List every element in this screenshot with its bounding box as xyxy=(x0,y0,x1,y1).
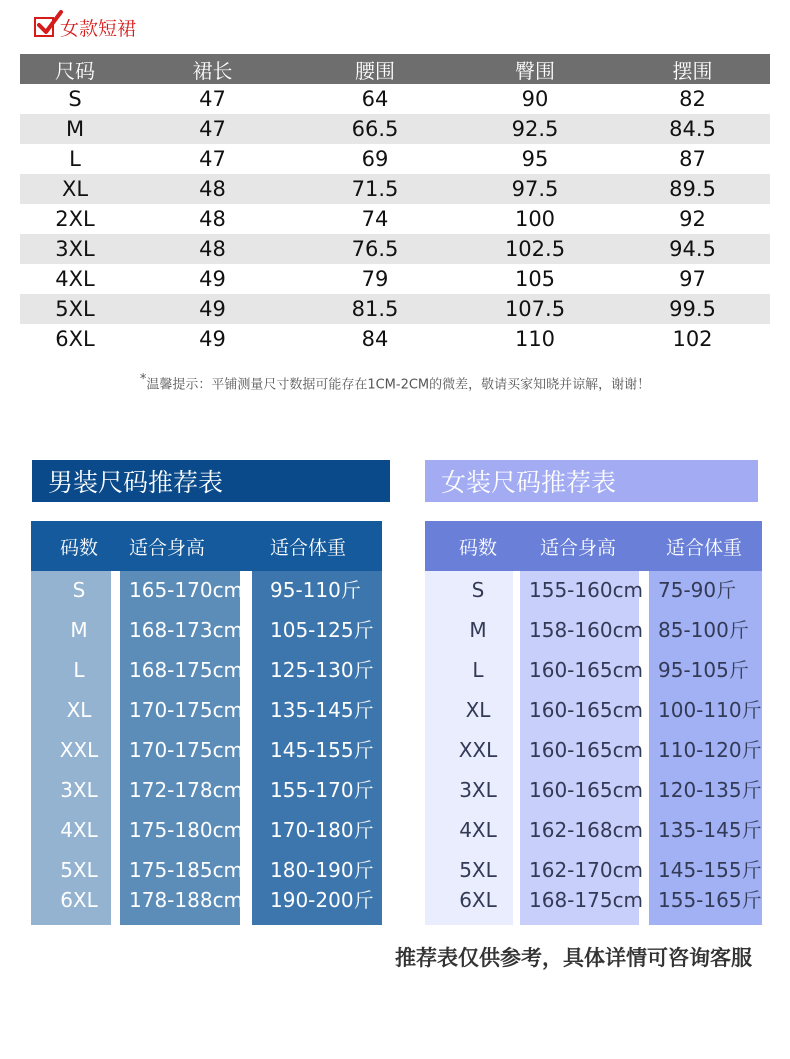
women-cell-size: L xyxy=(472,658,484,682)
women-header-weight: 适合体重 xyxy=(666,536,743,559)
women-table-row xyxy=(425,655,762,685)
cell-size: S xyxy=(68,87,82,111)
men-cell-size: 3XL xyxy=(60,778,98,802)
women-cell-weight: 85-100斤 xyxy=(658,618,749,642)
men-cell-height: 165-170cm xyxy=(129,578,244,602)
cell-size: XL xyxy=(20,174,130,204)
women-cell-weight: 95-105斤 xyxy=(658,658,749,682)
cell-hip: 97.5 xyxy=(455,174,615,204)
section-title-text: 女款短裙 xyxy=(60,17,137,40)
women-table-row xyxy=(425,615,762,645)
men-table-row xyxy=(31,575,382,605)
cell-length: 47 xyxy=(130,114,295,144)
women-cell-weight: 135-145斤 xyxy=(658,818,762,842)
cell-waist: 79 xyxy=(361,267,389,291)
women-cell-weight: 155-165斤 xyxy=(658,888,762,912)
cell-length: 47 xyxy=(199,87,226,111)
women-cell-height: 160-165cm xyxy=(529,698,644,722)
men-cell-weight: 105-125斤 xyxy=(270,618,374,642)
cell-length: 48 xyxy=(130,174,295,204)
cell-length: 49 xyxy=(199,327,226,351)
men-cell-height: 170-175cm xyxy=(129,698,244,722)
men-cell-size: XXL xyxy=(59,738,99,762)
men-cell-height: 178-188cm xyxy=(129,888,244,912)
cell-hem: 99.5 xyxy=(615,294,770,324)
cell-hip: 95 xyxy=(521,147,549,171)
cell-hip: 105 xyxy=(514,267,556,291)
women-cell-height: 160-165cm xyxy=(529,778,644,802)
cell-hip: 90 xyxy=(521,87,549,111)
men-banner: 男装尺码推荐表 xyxy=(32,460,390,502)
note-star: * xyxy=(139,372,147,387)
cell-waist: 74 xyxy=(361,207,389,231)
cell-size: 5XL xyxy=(20,294,130,324)
cell-hem: 102 xyxy=(672,327,713,351)
men-cell-size: 6XL xyxy=(60,888,98,912)
cell-size: 6XL xyxy=(55,327,95,351)
cell-hem: 82 xyxy=(679,87,706,111)
men-cell-size: 4XL xyxy=(60,818,98,842)
men-cell-height: 168-175cm xyxy=(129,658,244,682)
men-cell-weight: 155-170斤 xyxy=(270,778,374,802)
women-table-row xyxy=(425,885,762,915)
table-row xyxy=(20,174,770,204)
women-cell-weight: 120-135斤 xyxy=(658,778,762,802)
header-hip: 臀围 xyxy=(455,54,615,84)
table-row xyxy=(20,84,770,114)
cell-length: 47 xyxy=(199,147,226,171)
header-hem: 摆围 xyxy=(615,54,770,84)
women-cell-size: 5XL xyxy=(459,858,497,882)
women-banner: 女装尺码推荐表 xyxy=(425,460,758,502)
cell-size: 4XL xyxy=(55,267,95,291)
table-row xyxy=(20,204,770,234)
men-cell-weight: 170-180斤 xyxy=(270,818,374,842)
cell-hem: 97 xyxy=(679,267,706,291)
table-row xyxy=(20,234,770,264)
measurement-note xyxy=(0,372,790,392)
women-table-header xyxy=(425,521,762,571)
size-table xyxy=(20,54,770,354)
table-row xyxy=(20,144,770,174)
cell-size: M xyxy=(20,114,130,144)
cell-waist: 64 xyxy=(361,87,389,111)
women-header-height: 适合身高 xyxy=(540,536,617,559)
men-table-header xyxy=(31,521,382,571)
cell-waist: 69 xyxy=(361,147,389,171)
cell-size: 3XL xyxy=(20,234,130,264)
header-waist: 腰围 xyxy=(295,54,455,84)
header-length: 裙长 xyxy=(130,54,295,84)
men-header-size: 码数 xyxy=(60,536,99,559)
cell-waist: 66.5 xyxy=(295,114,455,144)
women-cell-size: XL xyxy=(465,698,491,722)
cell-size: 2XL xyxy=(55,207,95,231)
women-table-row xyxy=(425,815,762,845)
men-cell-weight: 180-190斤 xyxy=(270,858,374,882)
cell-waist: 81.5 xyxy=(295,294,455,324)
men-table-row xyxy=(31,655,382,685)
table-row xyxy=(20,264,770,294)
men-cell-height: 172-178cm xyxy=(129,778,244,802)
cell-hip: 100 xyxy=(514,207,556,231)
men-cell-height: 168-173cm xyxy=(129,618,244,642)
women-cell-height: 168-175cm xyxy=(529,888,644,912)
cell-hip: 107.5 xyxy=(455,294,615,324)
men-cell-size: 5XL xyxy=(60,858,98,882)
women-cell-height: 155-160cm xyxy=(529,578,644,602)
women-cell-height: 158-160cm xyxy=(529,618,644,642)
cell-hem: 84.5 xyxy=(615,114,770,144)
men-table-row xyxy=(31,855,382,885)
women-cell-weight: 110-120斤 xyxy=(658,738,762,762)
cell-waist: 71.5 xyxy=(295,174,455,204)
women-table-row xyxy=(425,735,762,765)
women-cell-size: 3XL xyxy=(459,778,497,802)
women-cell-height: 160-165cm xyxy=(529,738,644,762)
women-cell-weight: 75-90斤 xyxy=(658,578,737,602)
men-cell-weight: 135-145斤 xyxy=(270,698,374,722)
cell-hem: 94.5 xyxy=(615,234,770,264)
header-size: 尺码 xyxy=(20,54,130,84)
men-cell-weight: 145-155斤 xyxy=(270,738,374,762)
men-cell-weight: 95-110斤 xyxy=(270,578,361,602)
cell-length: 49 xyxy=(130,294,295,324)
women-cell-height: 160-165cm xyxy=(529,658,644,682)
men-recommend-table xyxy=(31,521,382,925)
men-header-height: 适合身高 xyxy=(129,536,206,559)
cell-waist: 76.5 xyxy=(295,234,455,264)
cell-size: L xyxy=(69,147,81,171)
men-cell-height: 175-180cm xyxy=(129,818,244,842)
table-row xyxy=(20,324,770,354)
table-row xyxy=(20,114,770,144)
cell-length: 48 xyxy=(130,234,295,264)
women-table-row xyxy=(425,855,762,885)
table-row xyxy=(20,294,770,324)
checkbox-checked-icon xyxy=(34,17,54,37)
cell-hem: 89.5 xyxy=(615,174,770,204)
women-table-row xyxy=(425,695,762,725)
women-cell-height: 162-168cm xyxy=(529,818,644,842)
women-recommend-table xyxy=(425,521,762,925)
cell-hem: 92 xyxy=(679,207,706,231)
women-cell-size: XXL xyxy=(458,738,498,762)
men-cell-size: M xyxy=(70,618,88,642)
cell-waist: 84 xyxy=(361,327,389,351)
men-table-row xyxy=(31,885,382,915)
men-table-row xyxy=(31,615,382,645)
note-text: 温馨提示：平铺测量尺寸数据可能存在1CM-2CM的微差，敬请买家知晓并谅解，谢谢！ xyxy=(146,377,651,393)
women-table-row xyxy=(425,775,762,805)
women-cell-height: 162-170cm xyxy=(529,858,644,882)
men-table-row xyxy=(31,695,382,725)
men-cell-size: XL xyxy=(66,698,92,722)
women-cell-size: 4XL xyxy=(459,818,497,842)
men-cell-size: S xyxy=(72,578,86,602)
cell-length: 48 xyxy=(199,207,226,231)
men-cell-size: L xyxy=(73,658,85,682)
women-table-row xyxy=(425,575,762,605)
women-cell-size: M xyxy=(469,618,487,642)
men-cell-height: 170-175cm xyxy=(129,738,244,762)
size-table-header xyxy=(20,54,770,84)
men-header-weight: 适合体重 xyxy=(270,536,347,559)
men-table-row xyxy=(31,775,382,805)
cell-hem: 87 xyxy=(679,147,706,171)
men-cell-weight: 190-200斤 xyxy=(270,888,374,912)
section-title xyxy=(34,12,136,42)
women-cell-size: S xyxy=(471,578,485,602)
men-table-row xyxy=(31,815,382,845)
women-cell-weight: 145-155斤 xyxy=(658,858,762,882)
men-cell-height: 175-185cm xyxy=(129,858,244,882)
footer-note: 推荐表仅供参考，具体详情可咨询客服 xyxy=(395,946,752,970)
women-cell-size: 6XL xyxy=(459,888,497,912)
women-header-size: 码数 xyxy=(459,536,498,559)
women-cell-weight: 100-110斤 xyxy=(658,698,762,722)
cell-length: 49 xyxy=(199,267,226,291)
men-table-row xyxy=(31,735,382,765)
cell-hip: 92.5 xyxy=(455,114,615,144)
men-cell-weight: 125-130斤 xyxy=(270,658,374,682)
cell-hip: 110 xyxy=(514,327,556,351)
cell-hip: 102.5 xyxy=(455,234,615,264)
